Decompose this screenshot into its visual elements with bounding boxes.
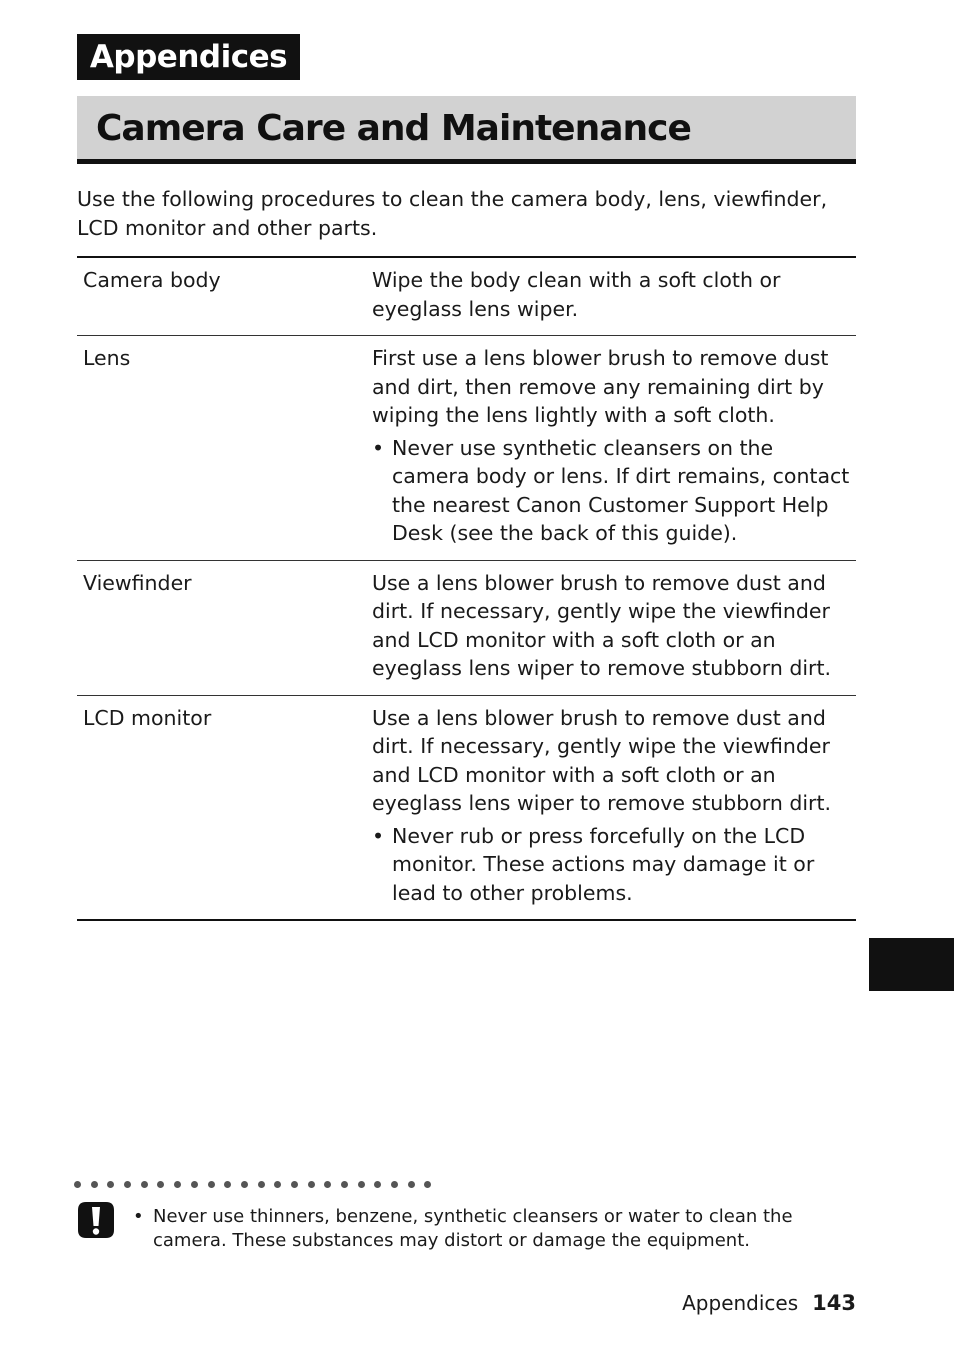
part-description [366, 695, 856, 920]
page-title: Camera Care and Maintenance [96, 108, 691, 149]
bullet-item [372, 434, 852, 548]
table-row [77, 257, 856, 336]
bullet-item [372, 822, 852, 908]
care-table [77, 256, 856, 921]
description-text: Use a lens blower brush to remove dust and dirt. If necessary, gently wipe the viewfinder and LCD monitor with a soft cloth or an eyeglass lens wiper to remove stubborn dirt. [372, 570, 832, 680]
bullet-text: Never use synthetic cleansers on the camera body or lens. If dirt remains, contact the nearest Canon Customer Support Help Desk (see the back of this guide). [392, 435, 850, 545]
page-footer [682, 1289, 856, 1317]
table-row [77, 336, 856, 561]
thumb-index-tab [869, 938, 954, 991]
footer-section: Appendices [682, 1291, 799, 1315]
caution-icon [76, 1200, 116, 1240]
part-description [366, 560, 856, 695]
part-name: LCD monitor [77, 695, 366, 920]
bullet-marker: • [133, 1206, 144, 1227]
bullet-text: Never rub or press forcefully on the LCD monitor. These actions may damage it or lead to other problems. [392, 823, 815, 905]
title-bar [77, 96, 856, 164]
section-tag: Appendices [77, 34, 300, 80]
bullet-marker: • [372, 823, 385, 848]
table-row [77, 695, 856, 920]
caution-note [133, 1205, 833, 1253]
page-number: 143 [812, 1291, 856, 1315]
caution-text: Never use thinners, benzene, synthetic cleansers or water to clean the camera. These substances may distort or damage the equipment. [153, 1206, 793, 1251]
part-name: Camera body [83, 268, 221, 292]
part-name: Lens [77, 336, 366, 561]
description-text: Use a lens blower brush to remove dust and dirt. If necessary, gently wipe the viewfinder and LCD monitor with a soft cloth or an eyeglass lens wiper to remove stubborn dirt. [372, 705, 832, 815]
part-description [366, 336, 856, 561]
table-row [77, 560, 856, 695]
bullet-marker: • [372, 435, 385, 460]
intro-paragraph: Use the following procedures to clean the camera body, lens, viewfinder, LCD monitor and other parts. [77, 187, 828, 240]
part-name: Viewfinder [77, 560, 366, 695]
dotted-divider [74, 1181, 474, 1191]
description-text: First use a lens blower brush to remove dust and dirt, then remove any remaining dirt by wiping the lens lightly with a soft cloth. [372, 346, 829, 427]
description-text: Wipe the body clean with a soft cloth or eyeglass lens wiper. [372, 268, 781, 321]
part-description [366, 257, 856, 336]
